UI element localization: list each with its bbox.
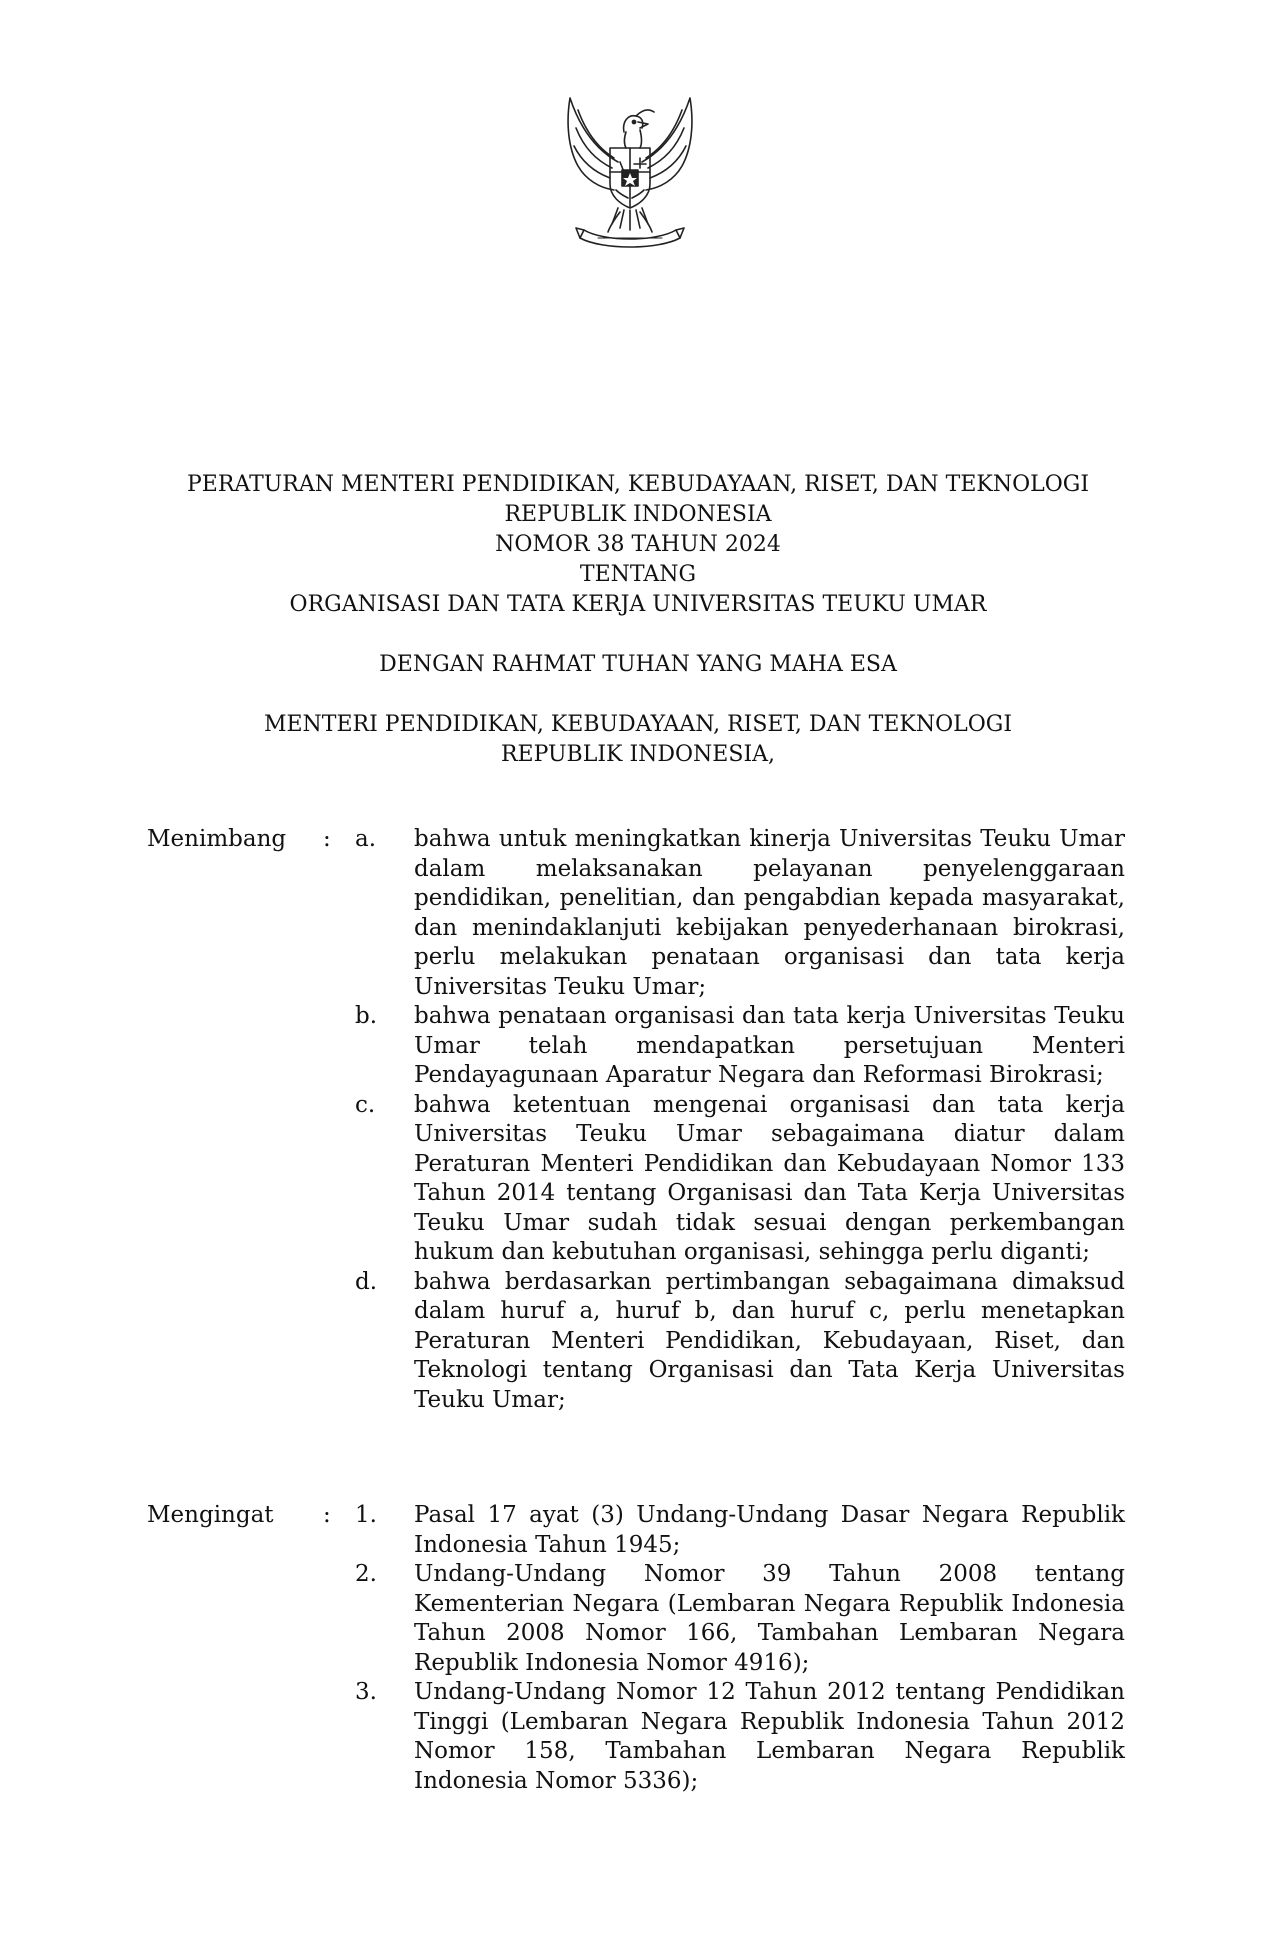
item-marker: a. — [355, 826, 377, 852]
item-text: Undang-Undang Nomor 39 Tahun 2008 tentang Kementerian Negara (Lembaran Negara Republik Indonesia Tahun 2008 Nomor 166, Tambahan Lembaran Negara Republik Indonesia Nomor 4916); — [414, 1561, 1125, 1676]
menimbang-item — [147, 1091, 1147, 1268]
item-marker: d. — [355, 1268, 378, 1295]
item-text: bahwa ketentuan mengenai organisasi dan tata kerja Universitas Teuku Umar sebagaimana diatur dalam Peraturan Menteri Pendidikan dan Kebudayaan Nomor 133 Tahun 2014 tentang Organisasi dan Tata Kerja Universitas Teuku Umar sudah tidak sesuai dengan perkembangan hukum dan kebutuhan organisasi, sehingga perlu diganti; — [414, 1091, 1125, 1265]
garuda-pancasila-emblem-icon — [548, 92, 712, 256]
item-text: bahwa penataan organisasi dan tata kerja Universitas Teuku Umar telah mendapatkan persetujuan Menteri Pendayagunaan Aparatur Negara dan Reformasi Birokrasi; — [414, 1003, 1125, 1088]
heading-title-line: PERATURAN MENTERI PENDIDIKAN, KEBUDAYAAN, RISET, DAN TEKNOLOGI — [186, 472, 1090, 497]
item-marker: 3. — [355, 1679, 377, 1705]
menimbang-item — [147, 825, 1147, 1002]
mengingat-label: Mengingat — [147, 1502, 274, 1528]
heading-minister-line: MENTERI PENDIDIKAN, KEBUDAYAAN, RISET, DAN TEKNOLOGI — [263, 712, 1013, 737]
item-text: Undang-Undang Nomor 12 Tahun 2012 tentang Pendidikan Tinggi (Lembaran Negara Republik Indonesia Tahun 2012 Nomor 158, Tambahan Lembaran Negara Republik Indonesia Nomor 5336); — [414, 1679, 1125, 1794]
menimbang-label: Menimbang — [147, 826, 287, 852]
item-marker: 2. — [355, 1561, 377, 1587]
heading-invocation-line: DENGAN RAHMAT TUHAN YANG MAHA ESA — [379, 652, 897, 677]
regulation-heading — [0, 470, 1276, 770]
menimbang-colon: : — [323, 826, 331, 852]
item-marker: c. — [355, 1091, 376, 1118]
item-text: bahwa berdasarkan pertimbangan sebagaimana dimaksud dalam huruf a, huruf b, dan huruf c, perlu menetapkan Peraturan Menteri Pendidikan, Kebudayaan, Riset, dan Teknologi tentang Organisasi dan Tata Kerja Universitas Teuku Umar; — [414, 1268, 1125, 1413]
mengingat-item — [147, 1678, 1147, 1796]
mengingat-colon: : — [323, 1502, 331, 1528]
heading-spacer — [0, 680, 1276, 710]
mengingat-item — [147, 1501, 1147, 1560]
heading-about-line: TENTANG — [579, 562, 697, 587]
heading-minister-country-line: REPUBLIK INDONESIA, — [500, 742, 776, 767]
menimbang-item — [147, 1002, 1147, 1091]
item-marker: 1. — [355, 1502, 377, 1528]
heading-spacer — [0, 620, 1276, 650]
item-marker: b. — [355, 1003, 378, 1029]
item-text: bahwa untuk meningkatkan kinerja Universitas Teuku Umar dalam melaksanakan pelayanan penyelenggaraan pendidikan, penelitian, dan pengabdian kepada masyarakat, dan menindaklanjuti kebijakan penyederhanaan birokrasi, perlu melakukan penataan organisasi dan tata kerja Universitas Teuku Umar; — [414, 826, 1125, 1000]
mengingat-item — [147, 1560, 1147, 1678]
heading-country-line: REPUBLIK INDONESIA — [504, 502, 772, 527]
menimbang-item — [147, 1268, 1147, 1416]
heading-number-line: NOMOR 38 TAHUN 2024 — [495, 532, 781, 557]
heading-subject-line: ORGANISASI DAN TATA KERJA UNIVERSITAS TEUKU UMAR — [289, 592, 987, 617]
item-text: Pasal 17 ayat (3) Undang-Undang Dasar Negara Republik Indonesia Tahun 1945; — [414, 1502, 1125, 1558]
